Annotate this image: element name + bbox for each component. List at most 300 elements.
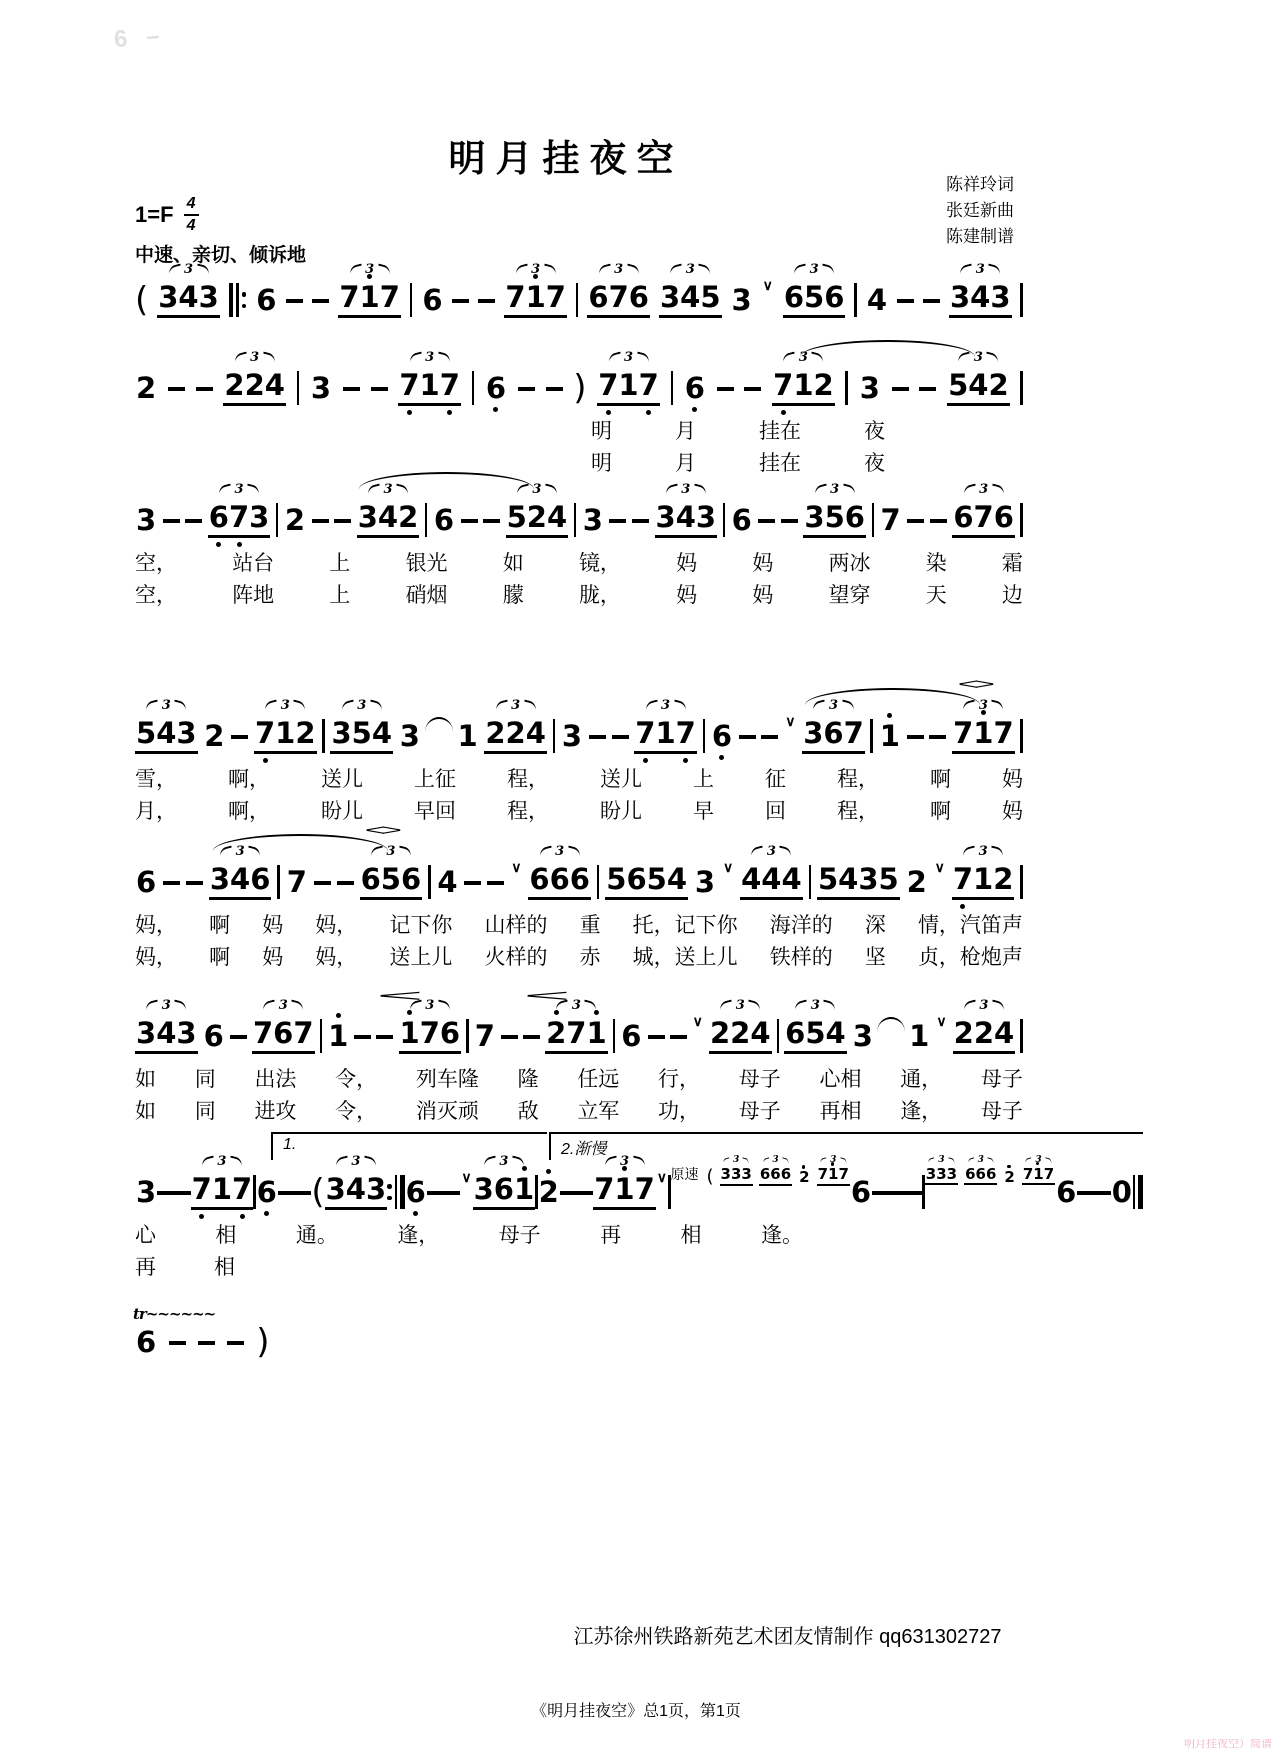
duration-dash [523,1035,540,1039]
duration-dash [717,387,734,391]
octave-dot-high [336,1013,341,1018]
lyric-syllable: 明 [591,452,612,476]
note-digit: 7 [192,1174,212,1204]
note-digit: 6 [360,862,381,897]
note-digit: 7 [639,370,659,400]
key-signature [135,196,199,234]
note-digit: 7 [843,716,864,751]
triplet-mark: 3 [685,262,695,278]
lyric-syllable: 月， [135,800,177,824]
note-digit: 7 [880,502,901,537]
note-group [191,1154,254,1209]
note-digit: 3 [694,864,716,899]
note-digit: 1 [211,1172,233,1207]
triplet-mark: 3 [766,844,776,860]
duration-dash [227,1341,244,1345]
lyric-syllable: 母子 [980,1068,1023,1091]
lyric-syllable: 早 [693,800,714,824]
note-digit: 6 [844,500,865,535]
note-group [135,998,198,1053]
triplet-mark: 3 [735,998,745,1014]
lyric-syllable: 挂在 [759,452,801,476]
note-digit: 4 [680,280,701,315]
triplet-mark: 3 [978,844,988,860]
breath-mark: ∨ [722,858,734,875]
note-digit: 1 [828,1167,838,1183]
note-digit: 6 [850,1174,872,1209]
note-digit: 6 [785,1016,806,1051]
note-digit: 4 [750,1016,771,1051]
duration-dash [461,519,478,523]
note-group [879,718,901,753]
note-digit: 7 [229,502,249,532]
cue-notes [670,1155,850,1187]
lyrics-row [591,451,885,476]
note-digit: 7 [676,718,696,748]
note-group [759,1155,792,1186]
lyric-syllable: 两冰 [828,552,871,575]
note-digit: 6 [493,1172,514,1207]
lyric-syllable: 站台 [232,552,275,575]
lyric-syllable: 通， [900,1068,943,1091]
note-digit: 2 [813,368,834,403]
barline [322,719,325,753]
note-group [528,844,591,899]
song-title: 明月挂夜空 [448,138,684,179]
duration-dash [174,1191,191,1195]
note-group [906,864,928,899]
note-group [711,718,733,753]
note-digit: 4 [345,1172,366,1207]
lyrics-row [135,551,1023,576]
lyric-syllable: 送儿 [600,768,642,791]
note-group [330,698,393,753]
note-group [157,262,220,317]
note-digit: 1 [1033,1167,1043,1183]
barline [277,865,280,899]
note-group [357,482,420,537]
note-digit: 5 [805,1016,826,1051]
note-digit: 0 [1111,1174,1132,1209]
lyric-syllable: 令， [335,1068,378,1091]
note-digit: 4 [866,282,888,317]
note-digit: 3 [473,1172,494,1207]
note-group [135,864,157,899]
breath-mark: ∨ [762,276,773,293]
triplet-mark: 3 [383,482,393,498]
lyric-syllable: 再 [600,1224,622,1247]
duration-dash [163,881,180,885]
lyric-syllable: 月 [675,420,696,443]
lyric-syllable: 妈 [1002,768,1023,791]
note-digit: 6 [1056,1174,1077,1209]
lyric-syllable: 阵地 [232,584,275,608]
note-digit: 6 [136,1324,157,1359]
note-group [866,282,888,317]
note-group [852,1018,874,1053]
note-group [360,822,423,899]
note-digit: 6 [439,1016,461,1051]
note-digit: 3 [741,1165,752,1184]
note-digit: 1 [973,718,993,748]
note-digit: 5 [506,500,527,535]
lyric-syllable: 深 [864,914,886,937]
triplet-mark: 3 [810,998,820,1014]
duration-dash [464,881,481,885]
octave-dot-low [447,410,452,415]
note-digit: 5 [380,862,401,897]
note-digit: 1 [419,368,440,403]
note-digit: 1 [618,368,639,403]
note-digit: 2 [485,716,506,751]
note-group [1003,1167,1015,1186]
duration-dash [334,519,351,523]
note-group [859,370,881,405]
note-group [133,1304,216,1359]
note-digit: 3 [949,280,971,315]
note-group [208,482,271,537]
octave-dot-low [606,410,611,415]
note-digit: 7 [293,1016,314,1051]
barline [777,1019,780,1053]
tempo-marking: 中速、亲切、倾诉地 [135,245,307,266]
time-top: 4 [186,195,196,212]
lyric-syllable: 夜 [864,420,885,443]
lyrics-row [135,913,1023,938]
octave-dot-low [493,407,498,412]
note-digit: 3 [249,500,270,535]
lyrics-row [135,1099,1023,1124]
note-group [135,370,157,405]
note-group [474,1018,496,1053]
duration-dash [198,1341,215,1345]
trill-mark: tr~~~~~~ [133,1304,216,1323]
lyric-syllable: 隆 [517,1068,539,1091]
note-digit: 6 [136,864,157,899]
note-digit: 7 [953,864,973,894]
note-group [709,998,772,1053]
lyric-syllable: 贞，枪炮声 [917,946,1023,970]
note-digit: 6 [965,1164,976,1183]
note-group [310,370,332,405]
note-digit: 3 [925,1164,937,1183]
triplet-mark: 3 [425,350,435,366]
note-group [634,698,697,753]
lyric-syllable: 相 [680,1224,702,1247]
lyric-syllable: 早回 [414,800,456,824]
lyric-syllable: 啊 [209,946,231,970]
duration-dash [444,1191,461,1195]
note-digit: 3 [936,1164,947,1183]
lyrics-row [135,583,1023,608]
duration-dash [185,519,202,523]
duration-dash [312,299,329,303]
note-group [817,1155,850,1186]
duration-dash [1077,1191,1094,1195]
note-digit: 3 [803,716,824,751]
lyric-syllable: 啊， [228,800,270,824]
note-digit: 3 [852,1018,873,1053]
repeat-open [229,283,247,317]
duration-dash [501,1035,518,1039]
triplet-mark: 3 [499,1154,509,1170]
duration-dash [929,735,946,739]
note-digit: 7 [1043,1164,1055,1183]
note-group [456,718,478,753]
note-digit: 3 [659,280,681,315]
note-digit: 6 [250,862,271,897]
note-group [694,864,716,899]
production-credit: 江苏徐州铁路新苑艺术团友情制作 qq631302727 [573,1626,1002,1648]
note-group [1022,1154,1055,1186]
triplet-mark: 3 [977,1154,984,1165]
triplet-mark: 3 [278,998,288,1014]
lyric-syllable: 出法 [254,1068,297,1091]
duration-dash [907,735,924,739]
triplet-mark: 3 [681,482,691,498]
note-digit: 3 [158,280,179,315]
duration-dash [337,881,354,885]
note-digit: 2 [539,1177,559,1207]
note-digit: 6 [712,721,732,751]
note-digit: 7 [634,1172,655,1207]
note-digit: 5 [606,862,627,897]
notes-row [135,676,1023,760]
note-group [597,350,660,405]
note-digit: 6 [824,280,845,315]
lyric-syllable: 再 [135,1256,156,1280]
note-group [286,864,308,899]
octave-dot-low [240,1214,245,1219]
lyric-syllable: 敌 [517,1100,539,1124]
note-group [135,698,198,753]
barline [1020,865,1023,899]
lyric-syllable: 朦 [502,584,524,608]
note-digit: 3 [582,502,603,537]
note-digit: 7 [635,718,655,748]
lyric-syllable: 盼儿 [600,800,642,824]
note-digit: 3 [561,718,583,753]
barline [320,1019,323,1053]
duration-dash [577,1191,594,1195]
barline [1020,719,1023,753]
note-group [952,844,1015,899]
lyric-syllable: 啊 [930,800,951,824]
note-digit: 1 [275,716,296,751]
note-digit: 3 [399,718,420,753]
note-digit: 7 [773,370,793,400]
duration-dash [230,1035,247,1039]
breath-mark: ∨ [461,1168,472,1185]
triplet-mark: 3 [571,998,581,1014]
triplet-mark: 3 [234,482,244,498]
barline [597,865,600,899]
note-digit: 3 [331,716,352,751]
note-group [587,262,650,317]
note-digit: 6 [257,1177,277,1207]
barline [613,1019,616,1053]
note-digit: 2 [973,1016,994,1051]
duration-dash [744,387,761,391]
triplet-mark: 3 [830,482,840,498]
lyric-syllable: 铁样的 [769,946,833,970]
lyric-syllable: 妈， [315,946,358,970]
triplet-mark: 3 [979,482,989,498]
note-digit: 5 [351,716,372,751]
lyric-syllable: 妈， [135,946,177,970]
crescendo-mark: < [376,988,424,1006]
octave-dot-low [263,758,268,763]
lyric-syllable: 心相 [819,1068,862,1091]
note-digit: 4 [377,500,399,535]
note-digit: 2 [953,1016,974,1051]
lyric-syllable: 送上儿 [389,946,453,970]
note-group [284,502,306,537]
octave-dot-low [781,410,786,415]
note-group [817,864,900,899]
octave-dot-high [1007,1165,1011,1169]
lyrics-row [135,767,1023,792]
note-digit: 7 [973,500,994,535]
lyric-syllable: 夜 [864,452,885,476]
breath-mark: ∨ [692,1012,703,1029]
duration-dash [907,519,924,523]
note-digit: 3 [136,1174,157,1209]
lyric-syllable: 胧， [578,584,621,608]
note-digit: 2 [204,718,225,753]
note-digit: 7 [339,280,360,315]
duration-dash [286,299,303,303]
triplet-mark: 3 [809,262,819,278]
note-digit: 4 [156,1016,177,1051]
octave-dot-high [546,1169,551,1174]
parenthesis: ( [311,1172,325,1212]
note-group [325,1154,388,1209]
note-digit: 6 [256,282,277,317]
triplet-mark: 3 [623,350,634,366]
note-group [399,718,421,753]
duration-dash [376,1035,393,1039]
note-digit: 4 [264,368,285,403]
octave-dot-low [237,542,242,547]
lyric-syllable: 月 [675,452,696,476]
note-group [952,676,1015,753]
note-digit: 3 [176,716,197,751]
note-digit: 1 [400,1018,420,1048]
note-digit: 3 [720,1165,731,1184]
note-digit: 7 [440,370,460,400]
note-group [803,482,866,537]
key-label: 1=F [135,202,174,227]
duration-dash [612,735,629,739]
note-group [772,350,835,405]
volta-1-label: 1. [283,1136,297,1153]
triplet-mark: 3 [619,1154,630,1170]
barline [671,371,674,405]
note-digit: 5 [878,862,899,897]
note-digit: 4 [437,864,458,899]
lyric-syllable: 令， [335,1100,378,1124]
triplet-mark: 3 [828,698,838,714]
barline [845,371,848,405]
note-digit: 6 [203,1018,224,1053]
lyric-syllable: 逢， [397,1224,440,1247]
duration-dash [196,387,213,391]
music-system-4 [135,676,1023,824]
slur [800,340,975,357]
slur-arc [877,1017,905,1032]
triplet-mark: 3 [357,698,367,714]
triplet-mark: 3 [250,350,260,366]
triplet-mark: 3 [531,262,541,278]
lyric-syllable: 妈 [262,946,284,970]
note-group [730,282,752,317]
lyric-syllable: 程， [507,768,549,791]
note-group [684,370,706,405]
duration-dash [546,387,563,391]
lyric-syllable: 霜 [1001,552,1023,575]
note-group [783,262,846,317]
lyric-syllable: 托，记下你 [632,914,738,937]
note-group [254,698,317,753]
lyric-syllable: 明 [591,420,612,443]
lyric-syllable: 立军 [577,1100,620,1124]
notes-row [135,262,1023,324]
lyric-syllable: 如 [502,552,524,575]
triplet-mark: 3 [661,698,671,714]
lyric-syllable: 进攻 [254,1100,297,1124]
note-digit: 7 [545,280,566,315]
note-group [484,698,547,753]
barline [553,719,556,753]
note-group [421,282,443,317]
note-digit: 5 [700,280,721,315]
note-digit: 2 [730,1016,751,1051]
lyric-syllable: 消灭顽 [415,1100,479,1124]
duration-dash [452,299,469,303]
lyric-syllable: 妈， [135,914,177,937]
notes-row [135,350,1023,412]
note-digit: 1 [880,721,900,751]
lyric-syllable: 逢。 [760,1224,803,1247]
duration-dash [919,387,936,391]
lyric-syllable: 妈 [752,552,774,575]
lyric-syllable: 山样的 [484,914,548,937]
note-digit: 4 [546,500,568,535]
parenthesis: ) [256,1322,270,1362]
note-digit: 2 [136,370,157,405]
note-digit: 3 [858,862,879,897]
note-digit: 6 [993,500,1014,535]
note-digit: 4 [994,1016,1015,1051]
lyric-syllable: 妈 [262,914,284,937]
octave-dot-low [960,904,965,909]
note-group [659,262,722,317]
duration-dash [487,881,504,885]
lyric-syllable: 上 [329,584,351,608]
duration-dash [343,387,360,391]
lyric-syllable: 妈 [676,552,698,575]
duration-dash [897,299,914,303]
breath-mark: ∨ [936,1012,947,1029]
note-digit: 3 [655,500,676,535]
note-digit: 7 [953,716,974,751]
note-digit: 7 [608,280,629,315]
octave-dot-low [692,407,697,412]
barline [297,371,300,405]
note-digit: 6 [780,1165,792,1184]
note-digit: 3 [731,282,752,317]
